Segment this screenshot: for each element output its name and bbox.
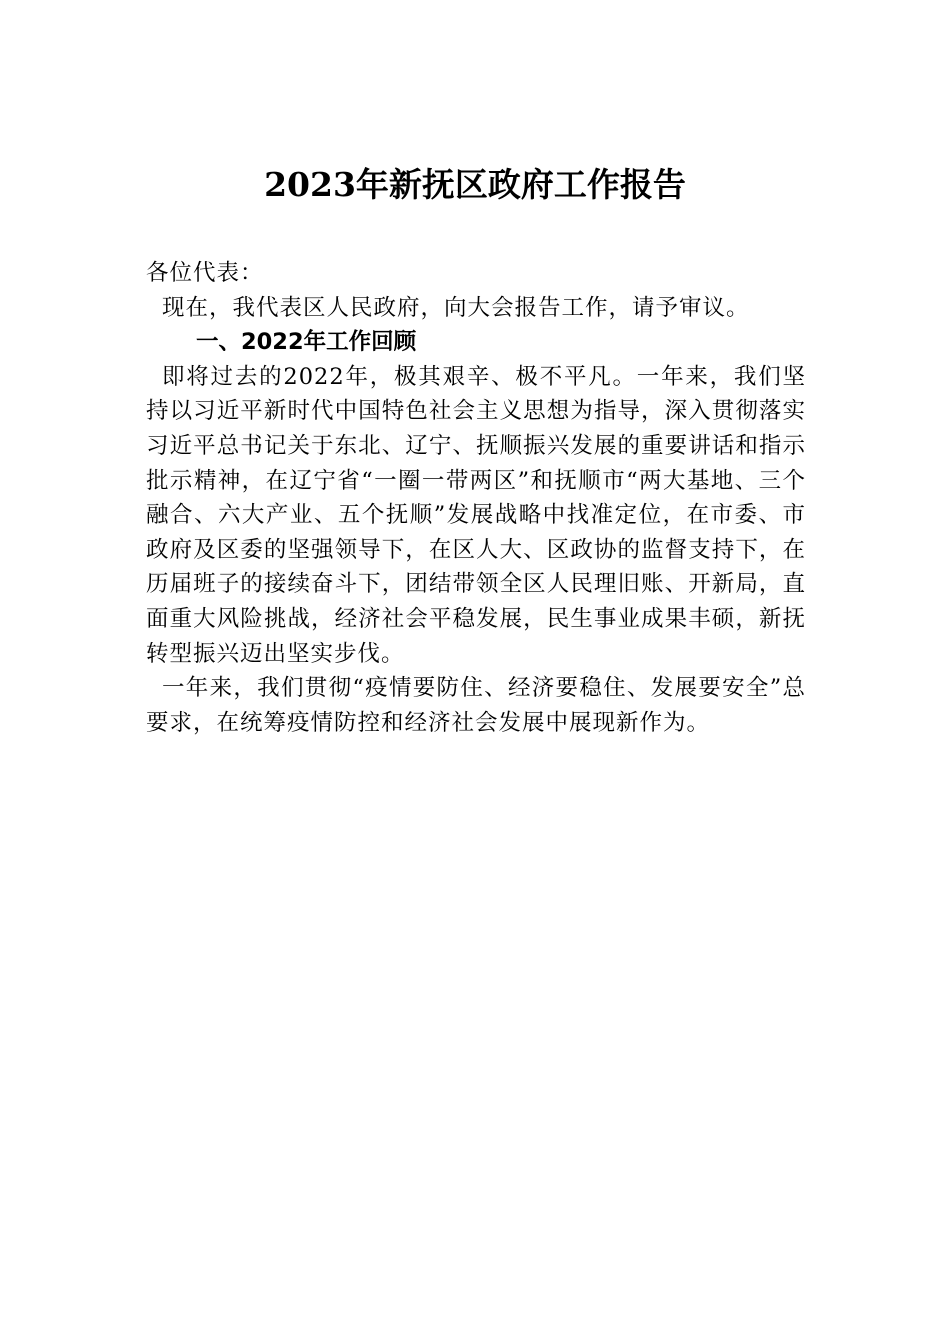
paragraph-epidemic: 一年来，我们贯彻“疫情要防住、经济要稳住、发展要安全”总要求，在统筹疫情防控和经济社会发展中展现新作为。 [146, 675, 806, 736]
paragraph-review: 即将过去的2022年，极其艰辛、极不平凡。一年来，我们坚持以习近平新时代中国特色社会主义思想为指导，深入贯彻落实习近平总书记关于东北、辽宁、抚顺振兴发展的重要讲话和指示批示精神，在辽宁省“一圈一带两区”和抚顺市“两大基地、三个融合、六大产业、五个抚顺”发展战略中找准定位，在市委、市政府及区委的坚强领导下，在区人大、区政协的监督支持下，在历届班子的接续奋斗下，团结带领全区人民理旧账、开新局，直面重大风险挑战，经济社会平稳发展，民生事业成果丰硕，新抚转型振兴迈出坚实步伐。 [146, 363, 806, 667]
document-title: 2023年新抚区政府工作报告 [264, 165, 686, 204]
salutation: 各位代表： [146, 260, 264, 286]
section-heading: 一、2022年工作回顾 [196, 329, 417, 356]
intro-paragraph: 现在，我代表区人民政府，向大会报告工作，请予审议。 [162, 294, 750, 321]
document-body [146, 256, 806, 740]
